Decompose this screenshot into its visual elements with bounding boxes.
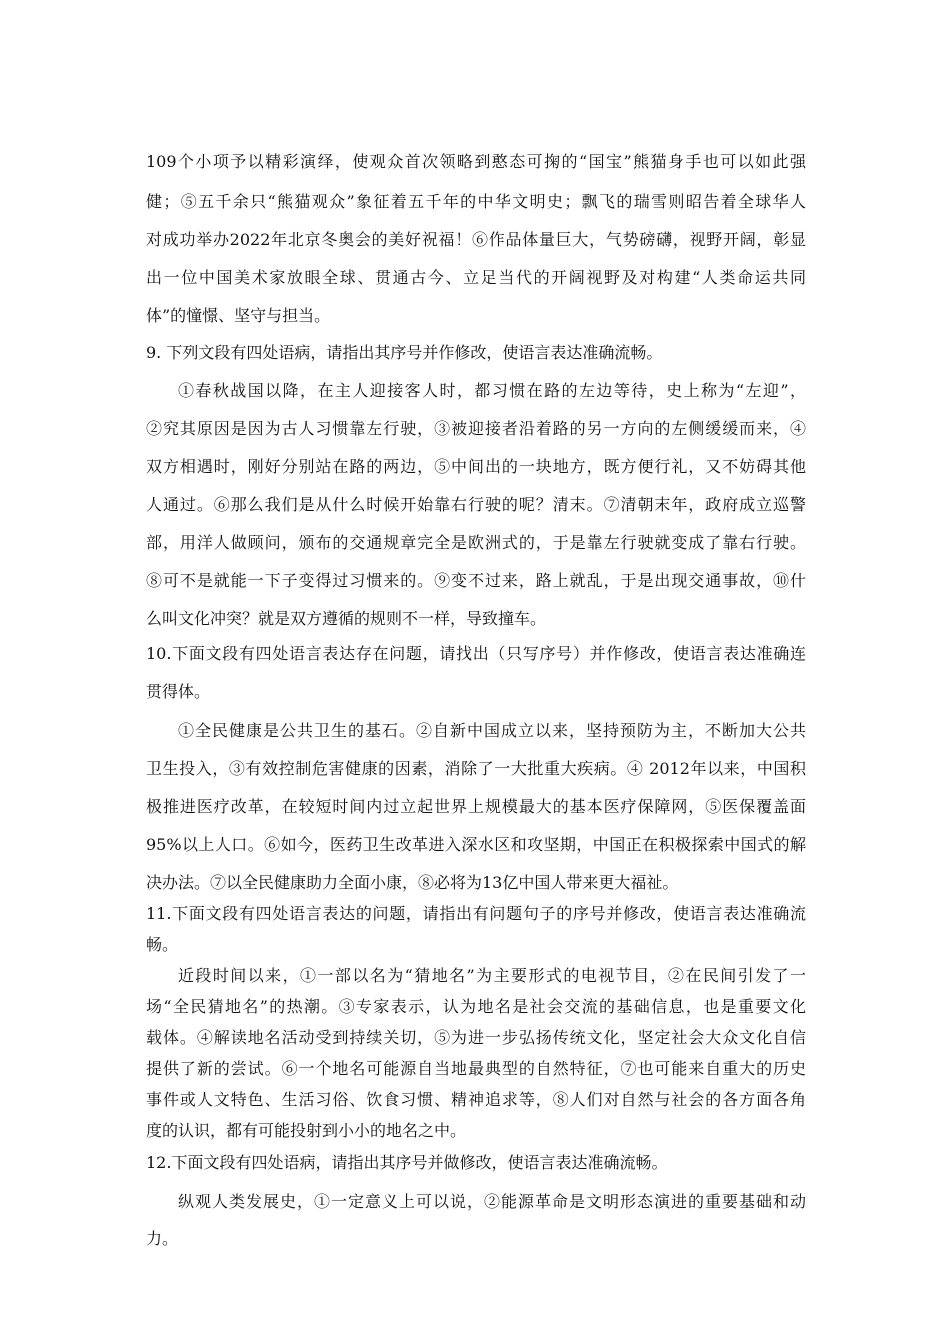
- q9-line: 人通过。⑥那么我们是从什么时候开始靠右行驶的呢？清末。⑦清朝末年，政府成立巡警: [146, 495, 806, 514]
- question-11-title: 11.下面文段有四处语言表达的问题，请指出有问题句子的序号并修改，使语言表达准确流: [146, 904, 806, 923]
- q10-line: 决办法。⑦以全民健康助力全面小康，⑧必将为13亿中国人带来更大福祉。: [146, 873, 679, 892]
- intro-line: 109个小项予以精彩演绎，使观众首次领略到憨态可掬的“国宝”熊猫身手也可以如此强: [146, 152, 806, 171]
- q10-line: 极推进医疗改革，在较短时间内过立起世界上规模最大的基本医疗保障网，⑤医保覆盖面: [146, 797, 806, 816]
- question-10-title: 贯得体。: [146, 682, 211, 701]
- question-11-title: 畅。: [146, 935, 179, 954]
- q12-line: 力。: [146, 1229, 179, 1248]
- q9-line: 么叫文化冲突？就是双方遵循的规则不一样，导致撞车。: [146, 609, 547, 628]
- q11-line: 场“全民猜地名”的热潮。③专家表示，认为地名是社会交流的基础信息，也是重要文化: [146, 997, 806, 1016]
- intro-line: 健；⑤五千余只“熊猫观众”象征着五千年的中华文明史；飘飞的瑞雪则昭告着全球华人: [146, 192, 806, 211]
- q11-line: 载体。④解读地名活动受到持续关切，⑤为进一步弘扬传统文化，坚定社会大众文化自信: [146, 1028, 806, 1047]
- q11-line: 提供了新的尝试。⑥一个地名可能源自当地最典型的自然特征，⑦也可能来自重大的历史: [146, 1059, 806, 1078]
- intro-line: 出一位中国美术家放眼全球、贯通古今、立足当代的开阔视野及对构建“人类命运共同: [146, 268, 806, 287]
- q9-line: 双方相遇时，刚好分别站在路的两边，⑤中间出的一块地方，既方便行礼，又不妨碍其他: [146, 457, 806, 476]
- q10-line: 卫生投入，③有效控制危害健康的因素，消除了一大批重大疾病。④ 2012年以来，中国积: [146, 759, 806, 778]
- q12-line: 纵观人类发展史，①一定意义上可以说，②能源革命是文明形态演进的重要基础和动: [178, 1192, 806, 1211]
- q11-line: 近段时间以来，①一部以名为“猜地名”为主要形式的电视节目，②在民间引发了一: [178, 966, 806, 985]
- q9-line: ②究其原因是因为古人习惯靠左行驶，③被迎接者沿着路的另一方向的左侧缓缓而来，④: [146, 419, 806, 438]
- q9-line: ⑧可不是就能一下子变得过习惯来的。⑨变不过来，路上就乱，于是出现交通事故，⑩什: [146, 571, 806, 590]
- q10-line: ①全民健康是公共卫生的基石。②自新中国成立以来，坚持预防为主，不断加大公共: [178, 721, 806, 740]
- q9-line: 部，用洋人做顾问，颁布的交通规章完全是欧洲式的，于是靠左行驶就变成了靠右行驶。: [146, 533, 806, 552]
- q9-line: ①春秋战国以降，在主人迎接客人时，都习惯在路的左边等待，史上称为“左迎”，: [178, 381, 806, 400]
- question-12-title: 12.下面文段有四处语病，请指出其序号并做修改，使语言表达准确流畅。: [146, 1153, 668, 1172]
- intro-line: 对成功举办2022年北京冬奥会的美好祝福！⑥作品体量巨大，气势磅礴，视野开阔，彰显: [146, 230, 806, 249]
- question-10-title: 10.下面文段有四处语言表达存在问题，请找出（只写序号）并作修改，使语言表达准确连: [146, 644, 806, 663]
- question-9-title: 9. 下列文段有四处语病，请指出其序号并作修改，使语言表达准确流畅。: [146, 343, 663, 362]
- intro-line: 体”的憧憬、坚守与担当。: [146, 306, 331, 325]
- q10-line: 95%以上人口。⑥如今，医药卫生改革进入深水区和攻坚期，中国正在积极探索中国式的解: [146, 835, 806, 854]
- q11-line: 度的认识，都有可能投射到小小的地名之中。: [146, 1121, 467, 1140]
- q11-line: 事件或人文特色、生活习俗、饮食习惯、精神追求等，⑧人们对自然与社会的各方面各角: [146, 1090, 806, 1109]
